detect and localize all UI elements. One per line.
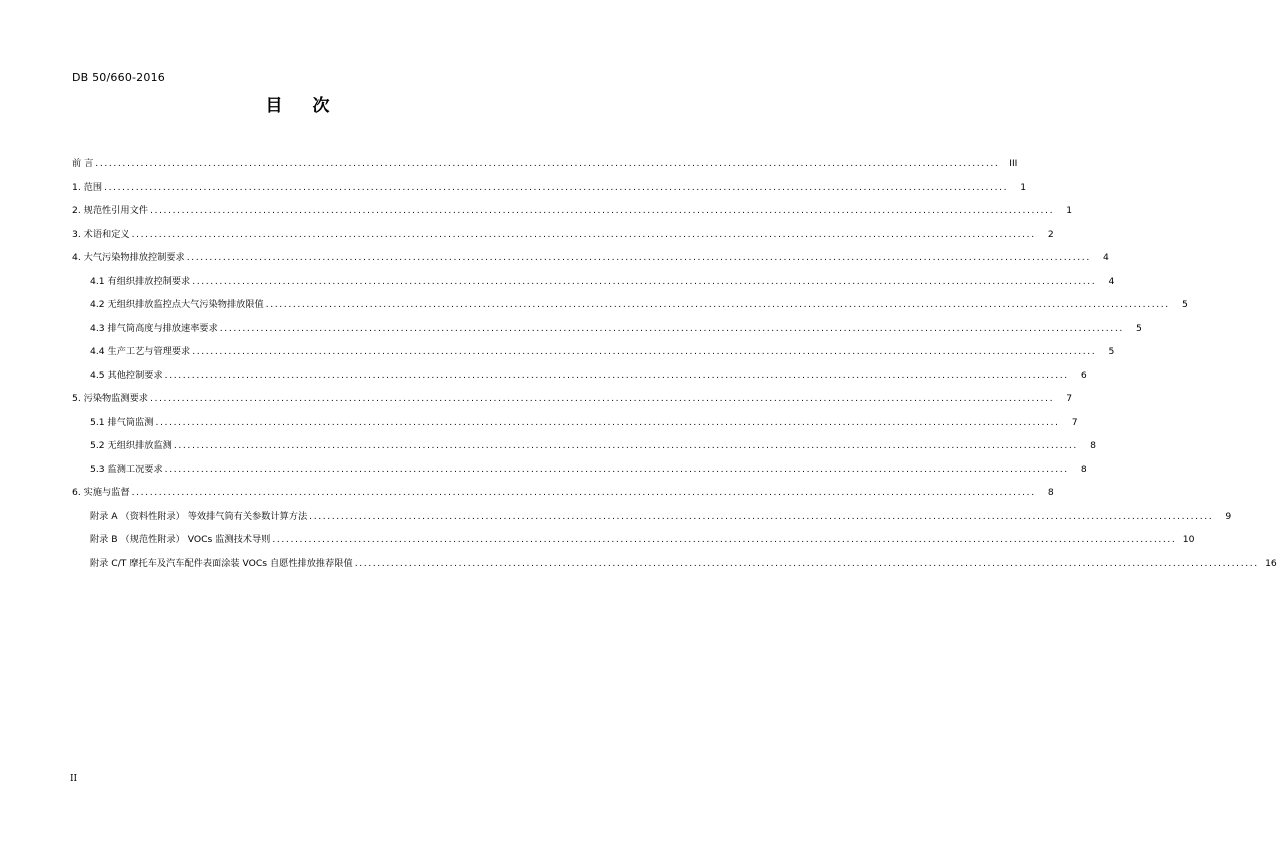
toc-entry-page: 10 — [1182, 534, 1195, 545]
toc-leader-dots: ........................................................................................................................................................................................................ — [192, 275, 1097, 287]
toc-entry-page: 8 — [1080, 463, 1087, 475]
toc-leader-dots: ........................................................................................................................................................................................................ — [173, 440, 1078, 451]
toc-leader-dots: ........................................................................................................................................................................................................ — [150, 393, 1055, 404]
toc-entry-page: 4 — [1108, 275, 1115, 287]
toc-entry-page: 5 — [1136, 322, 1142, 334]
toc-leader-dots: ........................................................................................................................................................................................................ — [155, 416, 1060, 428]
toc-entry[interactable] — [72, 249, 1109, 273]
toc-entry-page: 9 — [1225, 510, 1232, 522]
toc-entry-page: 5 — [1108, 346, 1115, 357]
toc-entry-label: 4. 大气污染物排放控制要求 — [72, 252, 185, 263]
toc-leader-dots: ........................................................................................................................................................................................................ — [354, 557, 1259, 569]
toc-subentry[interactable] — [72, 437, 1096, 461]
toc-leader-dots: ........................................................................................................................................................................................................ — [186, 252, 1091, 263]
toc-entry-label: 3. 术语和定义 — [72, 228, 130, 240]
toc-entry-label: 2. 规范性引用文件 — [72, 205, 148, 216]
table-of-contents — [72, 155, 1277, 578]
toc-entry-label: 5.1 排气筒监测 — [90, 416, 154, 428]
toc-subentry[interactable] — [72, 531, 1195, 555]
toc-entry-label: 附录 C/T 摩托车及汽车配件表面涂装 VOCs 自愿性排放推荐限值 — [90, 557, 353, 569]
toc-entry-page: 16 — [1265, 557, 1277, 569]
toc-leader-dots: ........................................................................................................................................................................................................ — [131, 487, 1036, 498]
toc-leader-dots: ........................................................................................................................................................................................................ — [265, 299, 1170, 310]
toc-leader-dots: ........................................................................................................................................................................................................ — [272, 534, 1177, 545]
toc-leader-dots: ........................................................................................................................................................................................................ — [164, 369, 1069, 381]
document-code: DB 50/660-2016 — [72, 71, 165, 84]
toc-entry-label: 附录 B （规范性附录） VOCs 监测技术导则 — [90, 534, 271, 545]
toc-entry-label: 5.2 无组织排放监测 — [90, 440, 172, 451]
toc-entry-label: 5.3 监测工况要求 — [90, 463, 163, 475]
toc-leader-dots: ........................................................................................................................................................................................................ — [219, 322, 1124, 334]
toc-entry-page: 5 — [1181, 299, 1188, 310]
toc-subentry[interactable] — [72, 555, 1277, 579]
toc-entry-page: 1 — [1020, 181, 1027, 193]
toc-entry[interactable] — [72, 179, 1027, 203]
toc-entry[interactable] — [72, 155, 1018, 179]
toc-leader-dots: ........................................................................................................................................................................................................ — [150, 205, 1055, 216]
toc-entry-page: 6 — [1080, 369, 1087, 381]
toc-entry-label: 4.5 其他控制要求 — [90, 369, 163, 381]
toc-subentry[interactable] — [72, 296, 1188, 320]
toc-entry-label: 附录 A （资料性附录） 等效排气筒有关参数计算方法 — [90, 510, 308, 522]
toc-leader-dots: ........................................................................................................................................................................................................ — [131, 228, 1036, 240]
toc-subentry[interactable] — [72, 367, 1087, 391]
toc-entry-page: 1 — [1066, 205, 1073, 216]
toc-entry-label: 4.2 无组织排放监控点大气污染物排放限值 — [90, 299, 264, 310]
toc-entry-page: 8 — [1047, 487, 1054, 498]
toc-entry-label: 6. 实施与监督 — [72, 487, 130, 498]
toc-leader-dots: ........................................................................................................................................................................................................ — [95, 158, 1000, 169]
toc-leader-dots: ........................................................................................................................................................................................................ — [309, 510, 1214, 522]
toc-entry-label: 1. 范围 — [72, 181, 103, 193]
toc-entry-page: 7 — [1071, 416, 1078, 428]
toc-entry-page: III — [1009, 158, 1018, 169]
toc-subentry[interactable] — [72, 273, 1115, 297]
toc-entry[interactable] — [72, 390, 1073, 414]
toc-entry-page: 4 — [1102, 252, 1109, 263]
toc-entry[interactable] — [72, 202, 1073, 226]
toc-leader-dots: ........................................................................................................................................................................................................ — [192, 346, 1097, 357]
toc-entry-page: 8 — [1090, 440, 1096, 451]
toc-subentry[interactable] — [72, 343, 1115, 367]
toc-entry-label: 前 言 — [72, 158, 94, 169]
toc-entry-label: 4.3 排气筒高度与排放速率要求 — [90, 322, 218, 334]
page-number: II — [70, 774, 78, 784]
toc-entry[interactable] — [72, 484, 1054, 508]
toc-leader-dots: ........................................................................................................................................................................................................ — [164, 463, 1069, 475]
toc-subentry[interactable] — [72, 320, 1142, 344]
toc-subentry[interactable] — [72, 461, 1087, 485]
toc-title: 目 次 — [265, 96, 342, 116]
toc-entry[interactable] — [72, 226, 1054, 250]
toc-entry-page: 2 — [1047, 228, 1054, 240]
toc-entry-page: 7 — [1066, 393, 1073, 404]
toc-leader-dots: ........................................................................................................................................................................................................ — [104, 181, 1009, 193]
toc-entry-label: 5. 污染物监测要求 — [72, 393, 148, 404]
toc-entry-label: 4.4 生产工艺与管理要求 — [90, 346, 191, 357]
toc-subentry[interactable] — [72, 414, 1078, 438]
toc-entry-label: 4.1 有组织排放控制要求 — [90, 275, 191, 287]
toc-subentry[interactable] — [72, 508, 1232, 532]
